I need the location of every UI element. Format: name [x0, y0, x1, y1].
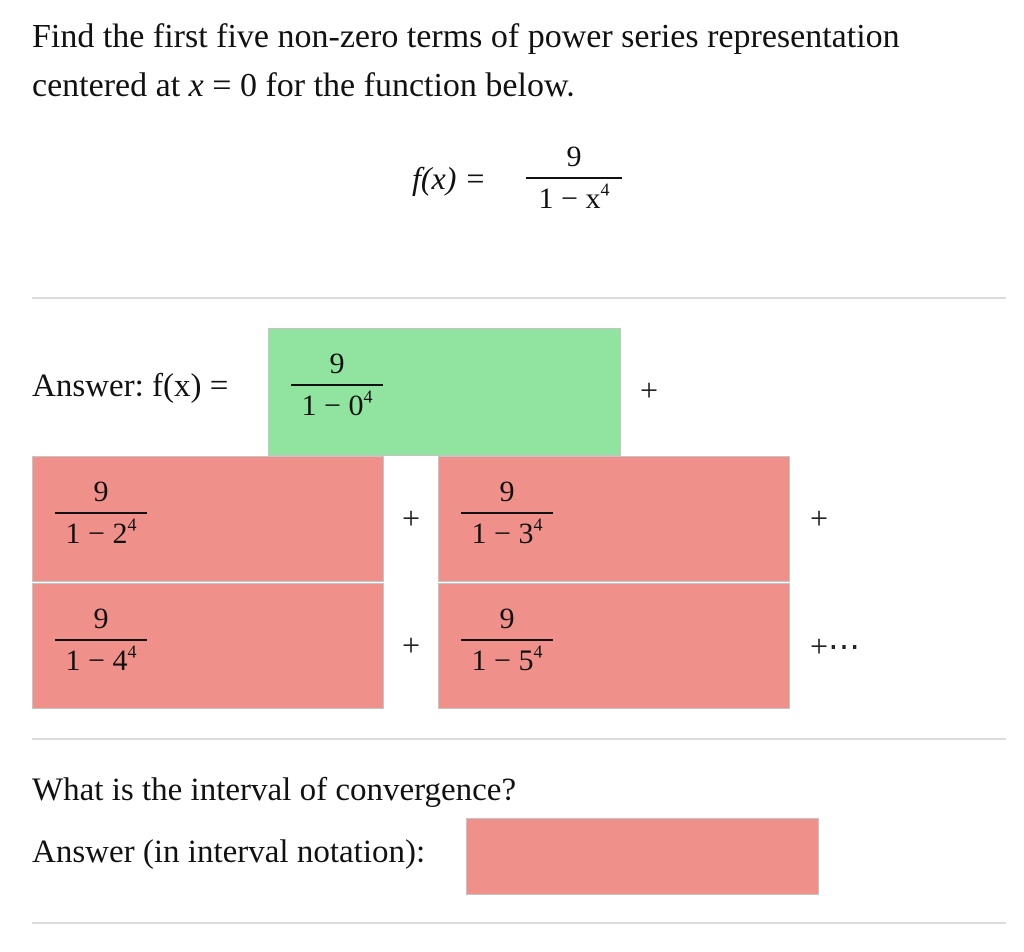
function-denominator: [526, 181, 622, 217]
plus-sign-3: +: [810, 500, 829, 536]
term-5-denominator: [461, 643, 553, 679]
term-1-numerator: 9: [329, 347, 345, 380]
function-numerator: 9: [566, 140, 582, 173]
term-4-numerator: 9: [93, 602, 109, 635]
function-lhs: f(x) =: [412, 160, 486, 196]
term-2-input[interactable]: [32, 456, 384, 582]
term-3-numerator: 9: [499, 475, 515, 508]
function-denominator-exponent: 4: [600, 179, 610, 200]
term-1-input[interactable]: [268, 328, 621, 456]
question-line-2-prefix: centered at: [32, 67, 189, 104]
term-3-denominator: [461, 516, 553, 552]
interval-answer-input[interactable]: [466, 818, 819, 895]
function-fraction: [526, 140, 622, 217]
answer-label: Answer: f(x) =: [32, 368, 229, 404]
plus-ellipsis: +⋯: [810, 628, 861, 664]
convergence-question: What is the interval of convergence?: [32, 772, 517, 808]
term-5-numerator: 9: [499, 602, 515, 635]
term-5-fraction: [461, 602, 553, 679]
divider-2: [32, 738, 1006, 740]
term-5-denominator-base: 1 − 5: [471, 644, 534, 677]
term-1-fraction: [291, 347, 383, 424]
term-3-denominator-exponent: 4: [533, 514, 543, 535]
term-4-denominator-exponent: 4: [127, 641, 137, 662]
term-1-denominator-exponent: 4: [363, 386, 373, 407]
term-4-denominator-base: 1 − 4: [65, 644, 128, 677]
term-4-fraction: [55, 602, 147, 679]
term-2-denominator-base: 1 − 2: [65, 517, 128, 550]
term-4-input[interactable]: [32, 583, 384, 709]
question-line-2: [32, 61, 992, 110]
function-denominator-base: 1 − x: [538, 182, 601, 215]
divider-1: [32, 297, 1006, 299]
term-3-input[interactable]: [438, 456, 790, 582]
question-line-1: Find the first five non-zero terms of power series representation: [32, 18, 900, 55]
term-3-denominator-base: 1 − 3: [471, 517, 534, 550]
term-5-denominator-exponent: 4: [533, 641, 543, 662]
plus-sign-1: +: [640, 372, 659, 408]
term-2-denominator: [55, 516, 147, 552]
divider-3: [32, 922, 1006, 924]
plus-sign-2: +: [402, 500, 421, 536]
interval-answer-label: Answer (in interval notation):: [32, 834, 426, 870]
term-4-denominator: [55, 643, 147, 679]
question-variable: x: [188, 67, 204, 104]
term-5-input[interactable]: [438, 583, 790, 709]
plus-sign-4: +: [402, 627, 421, 663]
term-1-denominator: [291, 388, 383, 424]
function-display: [0, 140, 1024, 220]
question-text: [32, 12, 992, 110]
term-2-denominator-exponent: 4: [127, 514, 137, 535]
term-3-fraction: [461, 475, 553, 552]
term-2-numerator: 9: [93, 475, 109, 508]
term-2-fraction: [55, 475, 147, 552]
term-1-denominator-base: 1 − 0: [301, 389, 364, 422]
question-line-2-suffix: = 0 for the function below.: [203, 67, 575, 104]
